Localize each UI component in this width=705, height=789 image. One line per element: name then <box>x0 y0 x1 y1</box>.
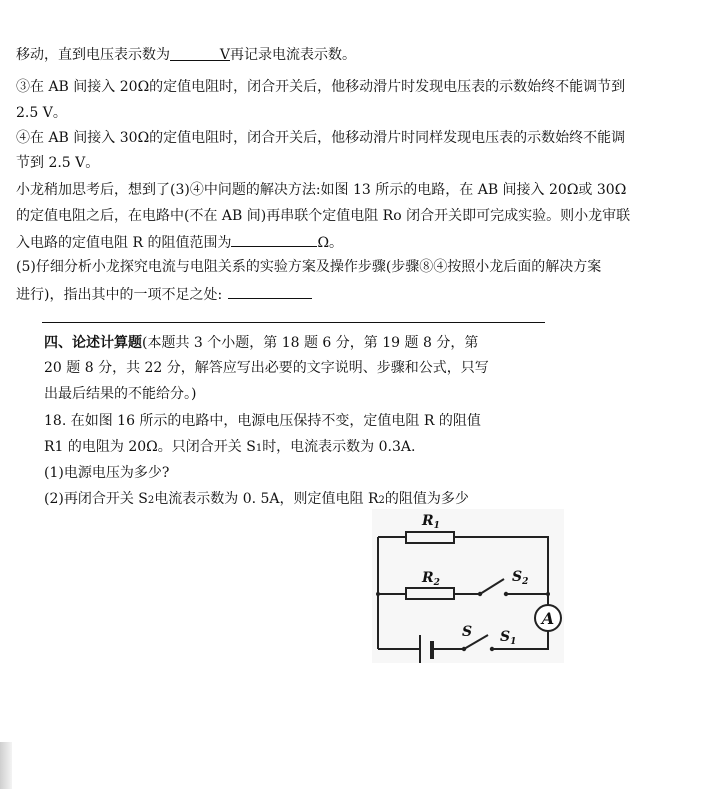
section4-intro: (本题共 3 个小题，第 18 题 6 分，第 19 题 8 分，第 <box>142 335 479 351</box>
page-edge-shadow <box>0 742 12 789</box>
q18-part-1: (1)电源电压为多少? <box>44 465 170 481</box>
switch-s1-contact <box>490 647 494 651</box>
text-line-1 <box>16 45 356 65</box>
text-line-7: 的定值电阻之后，在电路中(不在 AB 间)再串联个定值电阻 Ro 闭合开关即可完成实验。则小龙审联 <box>16 208 631 224</box>
text-segment: 进行)，指出其中的一项不足之处: <box>16 287 223 303</box>
label-r1: $R_1$ <box>422 513 440 531</box>
subscript: 1 <box>255 443 263 454</box>
junction-right <box>546 592 550 596</box>
text-segment: 电流表示数为 0. 5A，则定值电阻 R <box>154 491 379 507</box>
text-line-6: 小龙稍加思考后，想到了(3)④中问题的解决方法:如图 13 所示的电路，在 AB 间接入 20Ω或 30Ω <box>16 182 627 198</box>
switch-s2-pivot <box>478 592 482 596</box>
q18-part-2 <box>44 489 469 511</box>
deficiency-blank[interactable] <box>228 283 312 299</box>
text-segment: 移动，直到电压表示数为 <box>16 47 170 63</box>
switch-s1-pivot <box>462 647 466 651</box>
section4-title: 四、论述计算题 <box>44 335 142 351</box>
label-r2: $R_2$ <box>422 570 440 588</box>
text-line-2: ③在 AB 间接入 20Ω的定值电阻时，闭合开关后，他移动滑片时发现电压表的示数始终不能调节到 <box>16 79 626 95</box>
text-line-9: (5)仔细分析小龙探究电流与电阻关系的实验方案及操作步骤(步骤⑧④按照小龙后面的解决方案 <box>16 259 602 275</box>
text-line-10 <box>16 283 312 305</box>
subscript: 2 <box>147 495 155 506</box>
section-divider <box>42 322 545 323</box>
section4-intro-3: 出最后结果的不能给分。) <box>44 386 197 402</box>
label-s: S <box>462 624 473 640</box>
section4-intro-2: 20 题 8 分，共 22 分，解答应写出必要的文字说明、步骤和公式，只写 <box>44 360 489 376</box>
text-segment: R1 的电阻为 20Ω。只闭合开关 S <box>44 439 256 455</box>
label-s2: $S_2$ <box>512 569 529 587</box>
voltage-blank[interactable] <box>170 45 230 61</box>
circuit-diagram <box>372 509 564 663</box>
q18-line-1: 18. 在如图 16 所示的电路中，电源电压保持不变，定值电阻 R 的阻值 <box>44 413 481 429</box>
switch-s2-contact <box>504 592 508 596</box>
text-line-4: ④在 AB 间接入 30Ω的定值电阻时，闭合开关后，他移动滑片时同样发现电压表的示数始终不能调 <box>16 130 626 146</box>
text-line-8 <box>16 231 343 253</box>
subscript: 2 <box>378 495 385 506</box>
unit-ohm: Ω。 <box>317 235 344 251</box>
text-line-5: 节到 2.5 V。 <box>16 155 100 171</box>
q18-line-2 <box>44 437 415 459</box>
text-segment: 的阻值为多少 <box>384 491 469 507</box>
resistance-range-blank[interactable] <box>231 231 317 247</box>
junction-left <box>376 592 380 596</box>
text-line-3: 2.5 V。 <box>16 105 67 121</box>
text-segment: (2)再闭合开关 S <box>44 491 148 507</box>
unit-v: V <box>219 47 230 63</box>
text-segment: 入电路的定值电阻 R 的阻值范围为 <box>16 235 232 251</box>
text-segment: 再记录电流表示数。 <box>230 47 356 63</box>
text-segment: 时，电流表示数为 0.3A. <box>262 439 416 455</box>
ammeter-label: A <box>541 609 555 628</box>
label-s1: $S_1$ <box>500 629 517 647</box>
section4-heading <box>44 333 478 353</box>
